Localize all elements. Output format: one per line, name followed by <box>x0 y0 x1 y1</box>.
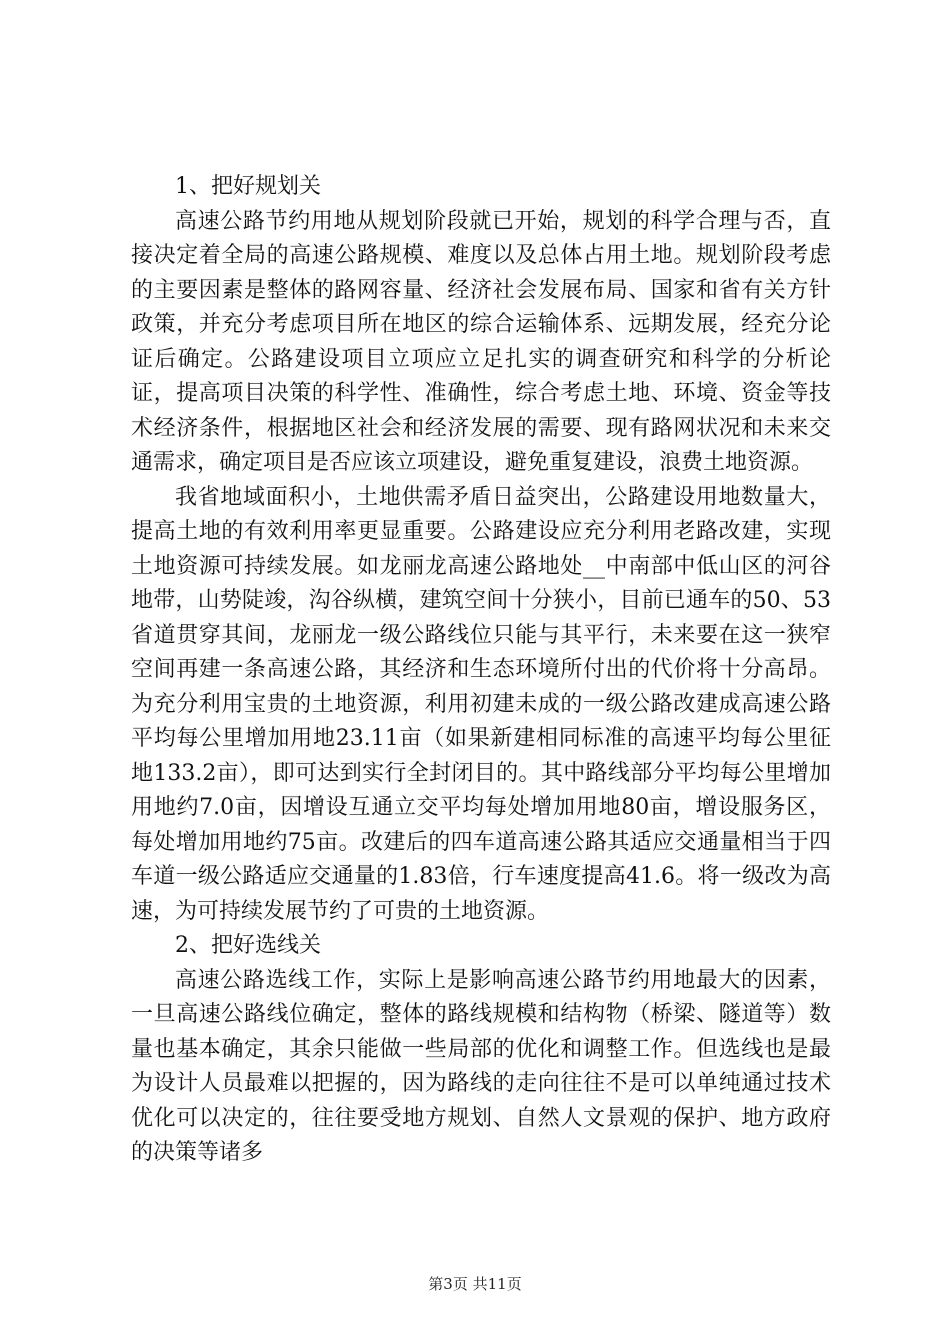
paragraph-planning-overview: 高速公路节约用地从规划阶段就已开始，规划的科学合理与否，直接决定着全局的高速公路规模、难度以及总体占用土地。规划阶段考虑的主要因素是整体的路网容量、经济社会发展布局、国家和省有关方针政策，并充分考虑项目所在地区的综合运输体系、远期发展，经充分论证后确定。公路建设项目立项应立足扎实的调查研究和科学的分析论证，提高项目决策的科学性、准确性，综合考虑土地、环境、资金等技术经济条件，根据地区社会和经济发展的需要、现有路网状况和未来交通需求，确定项目是否应该立项建设，避免重复建设，浪费土地资源。 <box>131 208 831 475</box>
section-heading-planning: 1、把好规划关 <box>175 174 321 199</box>
page-number-footer: 第3页 共11页 <box>428 1275 522 1293</box>
section-heading-route-selection: 2、把好选线关 <box>175 933 321 958</box>
document-body <box>131 170 831 1171</box>
paragraph-land-use-example: 我省地域面积小，土地供需矛盾日益突出，公路建设用地数量大，提高土地的有效利用率更显重要。公路建设应充分利用老路改建，实现土地资源可持续发展。如龙丽龙高速公路地处__中南部中低山区的河谷地带，山势陡竣，沟谷纵横，建筑空间十分狭小，目前已通车的50、53省道贯穿其间，龙丽龙一级公路线位只能与其平行，未来要在这一狭窄空间再建一条高速公路，其经济和生态环境所付出的代价将十分高昂。为充分利用宝贵的土地资源，利用初建未成的一级公路改建成高速公路平均每公里增加用地23.11亩（如果新建相同标准的高速平均每公里征地133.2亩），即可达到实行全封闭目的。其中路线部分平均每公里增加用地约7.0亩，因增设互通立交平均每处增加用地80亩，增设服务区，每处增加用地约75亩。改建后的四车道高速公路其适应交通量相当于四车道一级公路适应交通量的1.83倍，行车速度提高41.6。将一级改为高速，为可持续发展节约了可贵的土地资源。 <box>131 484 831 924</box>
paragraph-route-selection: 高速公路选线工作，实际上是影响高速公路节约用地最大的因素，一旦高速公路线位确定，整体的路线规模和结构物（桥梁、隧道等）数量也基本确定，其余只能做一些局部的优化和调整工作。但选线也是最为设计人员最难以把握的，因为路线的走向往往不是可以单纯通过技术优化可以决定的，往往要受地方规划、自然人文景观的保护、地方政府的决策等诸多 <box>131 967 831 1165</box>
